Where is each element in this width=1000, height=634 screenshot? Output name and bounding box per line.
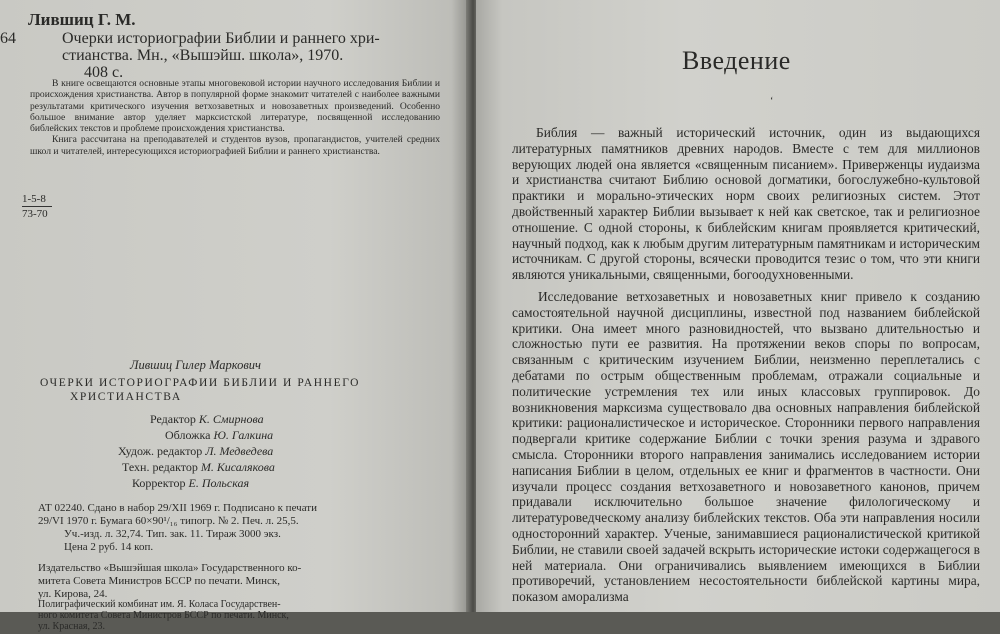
print-info-line: АТ 02240. Сдано в набор 29/XII 1969 г. Подписано к печати	[38, 502, 318, 514]
catalog-number: 64	[0, 30, 16, 47]
price-line: Цена 2 руб. 14 коп.	[64, 541, 154, 553]
print-info-line: 29/VI 1970 г. Бумага 60×90¹/₁₆ типогр. № 2. Печ. л. 25,5.	[38, 515, 299, 527]
imprint-author: Лившиц Гилер Маркович	[130, 358, 262, 372]
printer-line: ул. Красная, 23.	[38, 621, 105, 632]
staff-line: Худож. редактор Л. Медведева	[118, 444, 274, 458]
left-page	[0, 0, 470, 632]
staff-line: Корректор Е. Польская	[132, 476, 250, 490]
bib-line: стианства. Мн., «Вышэйш. школа», 1970.	[62, 47, 344, 64]
code-divider	[22, 206, 52, 207]
print-info-line: Уч.-изд. л. 32,74. Тип. зак. 11. Тираж 3000 экз.	[64, 528, 281, 540]
page-mark: ‘	[770, 96, 774, 107]
annotation-paragraph: В книге освещаются основные этапы многовековой истории научного исследования Библии и происхождения христианства. Автор в популярной форме знакомит читателей с наиболее важными результатами критического изучения ветхозаветных и новозаветных произведений. Особенно большое внимание автор уделяет марксистской литературе, посвященной исследованию библейских текстов и проблеме происхождения христианства.	[30, 78, 440, 135]
staff-line: Техн. редактор М. Кисалякова	[122, 460, 275, 474]
classification-code-top: 1-5-8	[22, 193, 46, 205]
chapter-title: Введение	[682, 46, 791, 75]
publisher-line: ул. Кирова, 24.	[38, 588, 108, 600]
staff-line: Обложка Ю. Галкина	[165, 428, 274, 442]
annotation-paragraph: Книга рассчитана на преподавателей и студентов вузов, пропагандистов, учителей средних школ и читателей, интересующихся историографией Библии и раннего христианства.	[30, 134, 440, 157]
bib-line: Очерки историографии Библии и раннего хри-	[62, 30, 380, 47]
staff-line: Редактор К. Смирнова	[150, 412, 264, 426]
printer-line: ного комитета Совета Министров БССР по печати. Минск,	[38, 610, 289, 621]
classification-code-bottom: 73-70	[22, 208, 48, 220]
imprint-title-line: ХРИСТИАНСТВА	[70, 391, 182, 403]
annotation	[30, 78, 440, 157]
body-text	[512, 125, 980, 611]
bib-line: 408 с.	[84, 64, 124, 81]
author-heading: Лившиц Г. М.	[28, 10, 136, 29]
body-paragraph: Исследование ветхозаветных и новозаветных книг привело к созданию самостоятельной научной дисциплины, известной под названием библейской критики. Она имеет много разновидностей, что вызвано длительностью и сложностью пути ее развития. На протяжении веков споры по вопросам, связанным с критическим изучением Библии, неизменно переплетались с дебатами по острым общественным проблемам, отражали социальные и политические устремления тех или иных классовых группировок. До возникновения марксизма существовало два основных направления библейской критики: рационалистическое и историческое. Сторонники первого направления подвергали критике содержание Библии с точки зрения разума и здравого смысла. Сторонники второго направления занимались исследованием истории написания Библии в целом, отдельных ее книг и фрагментов в частности. Они изучали процесс создания ветхозаветного и новозаветного канонов, причем придавали исключительно большое значение филологическому и литературоведческому анализу библейских текстов. Оба эти направления носили односторонний характер. Ученые, занимавшиеся рационалистической критикой Библии, не ставили своей задачей вскрыть исторические истоки содержащегося в ней материала. Они ограничивались выявлением имеющихся в Библии противоречий, установлением несостоятельности библейской картины мира, показом аморализма	[512, 288, 980, 605]
publisher-line: Издательство «Вышэйшая школа» Государственного ко-	[38, 562, 302, 574]
printer-line: Полиграфический комбинат им. Я. Коласа Государствен-	[38, 599, 281, 610]
imprint-title-line: ОЧЕРКИ ИСТОРИОГРАФИИ БИБЛИИ И РАННЕГО	[40, 377, 361, 389]
publisher-line: митета Совета Министров БССР по печати. Минск,	[38, 575, 281, 587]
body-paragraph: Библия — важный исторический источник, один из выдающихся литературных памятников древних народов. Вместе с тем для миллионов верующих людей она является «священным писанием». Приверженцы иудаизма и христианства считают Библию основой догматики, богослужебно-культовой практики и морально-этических норм своих религиозных систем. Этот двойственный характер Библии вызывает к ней как светское, так и религиозное отношение. С одной стороны, к библейским книгам проявляется критический, научный подход, как к любым другим литературным памятникам и историческим источникам. С другой стороны, всячески проводится тезис о том, что эти книги являются уникальными, священными, богоодухновенными.	[512, 125, 980, 283]
